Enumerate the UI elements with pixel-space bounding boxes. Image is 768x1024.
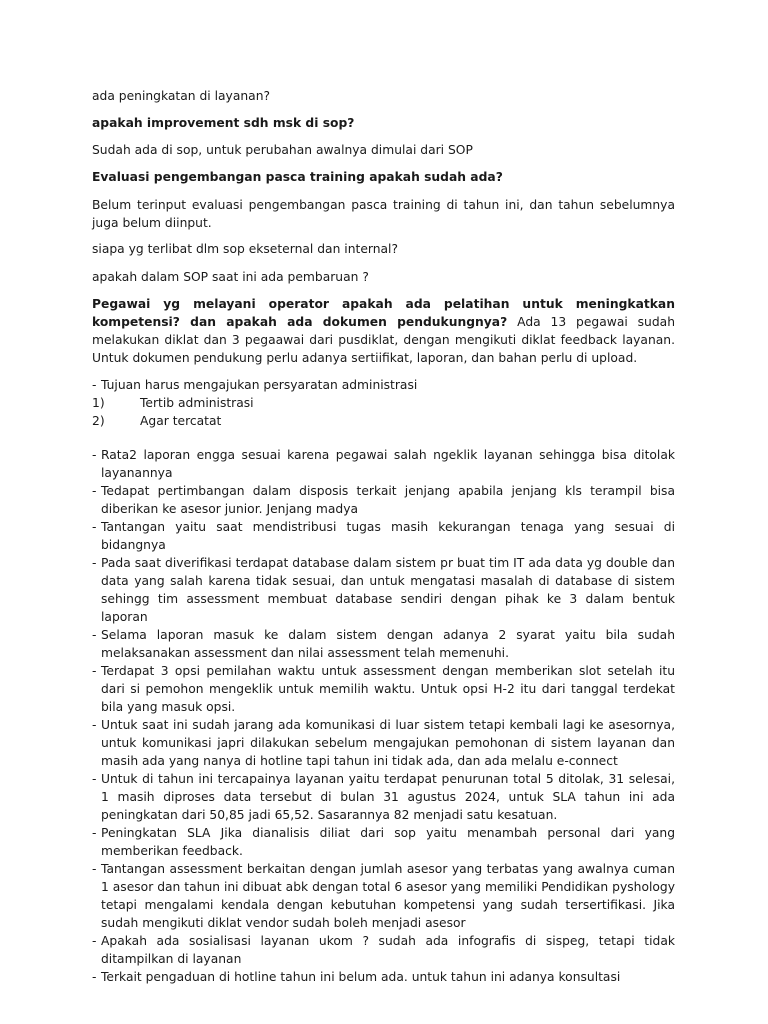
list-item: - Tedapat pertimbangan dalam disposis terkait jenjang apabila jenjang kls terampil bisa diberikan ke asesor junior. Jenjang madya [92, 484, 675, 516]
list-item: - Pada saat diverifikasi terdapat database dalam sistem pr buat tim IT ada data yg double dan data yang salah karena tidak sesuai, dan untuk mengatasi masalah di database di sistem sehingg tim assessment membuat database sendiri dengan pihak ke 3 dalam bentuk laporan [92, 556, 675, 624]
bullet-marker: - [92, 520, 97, 534]
list-item: - Terdapat 3 opsi pemilahan waktu untuk assessment dengan memberikan slot setelah itu dari si pemohon mengeklik untuk memilih waktu. Untuk opsi H-2 itu dari tanggal terdekat bila yang masuk opsi. [92, 664, 675, 714]
bullet-marker: - [92, 378, 97, 392]
paragraph-question-update: apakah dalam SOP saat ini ada pembaruan ? [92, 270, 369, 284]
findings-list [92, 446, 675, 986]
bullet-marker: - [92, 448, 97, 462]
training-question: Pegawai yg melayani operator apakah ada pelatihan untuk meningkatkan kompetensi? dan apakah ada dokumen pendukungnya? [92, 297, 675, 329]
list-item: - Selama laporan masuk ke dalam sistem dengan adanya 2 syarat yaitu bila sudah melaksanakan assessment dan nilai assessment telah memenuhi. [92, 628, 675, 660]
bullet-marker: - [92, 826, 97, 840]
list-item: - Tantangan assessment berkaitan dengan jumlah asesor yang terbatas yang awalnya cuman 1 asesor dan tahun ini dibuat abk dengan total 6 asesor yang memiliki Pendidikan pyshology tetapi mengalami kendala dengan kebutuhan kompetensi yang sudah tersertifikasi. Jika sudah mengikuti diklat vendor sudah boleh menjadi asesor [92, 862, 675, 930]
list-item: - Rata2 laporan engga sesuai karena pegawai salah ngeklik layanan sehingga bisa ditolak layanannya [92, 448, 675, 480]
heading-question-evaluation: Evaluasi pengembangan pasca training apakah sudah ada? [92, 170, 503, 184]
heading-question-sop: apakah improvement sdh msk di sop? [92, 116, 355, 130]
bullet-marker: - [92, 934, 97, 948]
list-item: - Peningkatan SLA Jika dianalisis diliat dari sop yaitu menambah personal dari yang memberikan feedback. [92, 826, 675, 858]
paragraph-training [92, 295, 675, 367]
bullet-marker: - [92, 664, 97, 678]
list-item: - Untuk saat ini sudah jarang ada komunikasi di luar sistem tetapi kembali lagi ke asesornya, untuk komunikasi japri dilakukan sebelum mengajukan pemohonan di sistem layanan dan masih ada yang nanya di hotline tapi tahun ini tidak ada, dan ada melalu e-connect [92, 718, 675, 768]
list-item: 2) Agar tercatat [92, 414, 222, 428]
bullet-marker: - [92, 628, 97, 642]
bullet-marker: - [92, 484, 97, 498]
numbered-list [92, 394, 675, 430]
list-item: - Untuk di tahun ini tercapainya layanan yaitu terdapat penurunan total 5 ditolak, 31 selesai, 1 masih diproses data tersebut di bulan 31 agustus 2024, untuk SLA tahun ini ada peningkatan dari 50,85 jadi 65,52. Sasarannya 82 menjadi satu kesatuan. [92, 772, 675, 822]
intro-list [92, 376, 675, 394]
list-item: - Tujuan harus mengajukan persyaratan administrasi [92, 378, 418, 392]
number-marker: 2) [92, 414, 105, 428]
bullet-marker: - [92, 556, 97, 570]
list-item: - Tantangan yaitu saat mendistribusi tugas masih kekurangan tenaga yang sesuai di bidangnya [92, 520, 675, 552]
list-item: - Apakah ada sosialisasi layanan ukom ? sudah ada infografis di sispeg, tetapi tidak ditampilkan di layanan [92, 934, 675, 966]
number-marker: 1) [92, 396, 105, 410]
bullet-marker: - [92, 718, 97, 732]
paragraph-answer-sop: Sudah ada di sop, untuk perubahan awalnya dimulai dari SOP [92, 143, 473, 157]
paragraph-answer-evaluation: Belum terinput evaluasi pengembangan pasca training di tahun ini, dan tahun sebelumnya juga belum diinput. [92, 198, 675, 230]
paragraph-question-involved: siapa yg terlibat dlm sop ekseternal dan internal? [92, 242, 398, 256]
paragraph-question-improvement: ada peningkatan di layanan? [92, 89, 271, 103]
list-item: - Terkait pengaduan di hotline tahun ini belum ada. untuk tahun ini adanya konsultasi [92, 970, 621, 984]
bullet-marker: - [92, 862, 97, 876]
bullet-marker: - [92, 970, 97, 984]
bullet-marker: - [92, 772, 97, 786]
training-answer: Ada 13 pegawai sudah melakukan diklat dan 3 pegaawai dari pusdiklat, dengan mengikuti diklat feedback layanan. Untuk dokumen pendukung perlu adanya sertiifikat, laporan, dan bahan perlu di upload. [92, 315, 675, 365]
list-item: 1) Tertib administrasi [92, 396, 254, 410]
